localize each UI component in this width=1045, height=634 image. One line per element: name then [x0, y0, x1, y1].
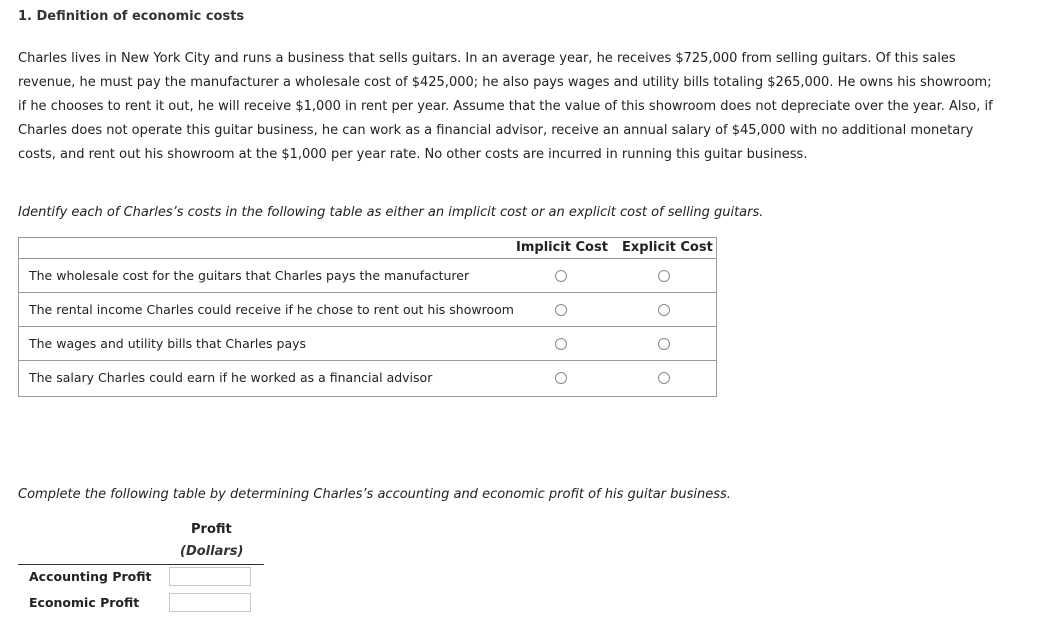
implicit-cost-header: Implicit Cost: [516, 240, 608, 255]
implicit-radio-wages-utilities[interactable]: [555, 338, 567, 350]
question-title: 1. Definition of economic costs: [18, 9, 245, 24]
cost-row-rental-income: [19, 293, 716, 327]
economic-profit-input[interactable]: [169, 593, 251, 612]
implicit-radio-wholesale[interactable]: [555, 270, 567, 282]
cost-row-advisor-salary: [19, 361, 716, 396]
economic-profit-label: Economic Profit: [29, 595, 140, 610]
cost-row-label: The wages and utility bills that Charles pays: [29, 336, 307, 351]
profit-header: Profit: [191, 522, 232, 537]
explicit-radio-rental-income[interactable]: [658, 304, 670, 316]
accounting-profit-input[interactable]: [169, 567, 251, 586]
explicit-cost-header: Explicit Cost: [622, 240, 713, 255]
paragraph-line: if he chooses to rent it out, he will receive $1,000 in rent per year. Assume that the value of this showroom does not depreciate over the year. Also, if: [18, 99, 993, 114]
cost-classification-table: [18, 237, 717, 397]
paragraph-line: Charles does not operate this guitar business, he can work as a financial advisor, receive an annual salary of $45,000 with no additional monetary: [18, 123, 974, 138]
problem-paragraph: [18, 47, 1028, 167]
cost-row-wholesale: [19, 259, 716, 293]
paragraph-line: revenue, he must pay the manufacturer a wholesale cost of $425,000; he also pays wages and utility bills totaling $265,000. He owns his showroom;: [18, 75, 992, 90]
cost-row-wages-utilities: [19, 327, 716, 361]
explicit-radio-advisor-salary[interactable]: [658, 372, 670, 384]
explicit-radio-wages-utilities[interactable]: [658, 338, 670, 350]
implicit-radio-advisor-salary[interactable]: [555, 372, 567, 384]
profit-header-rule: [18, 564, 264, 565]
cost-row-label: The rental income Charles could receive if he chose to rent out his showroom: [29, 302, 514, 317]
cost-table-header: [19, 238, 716, 259]
paragraph-line: costs, and rent out his showroom at the $1,000 per year rate. No other costs are incurred in running this guitar business.: [18, 147, 808, 162]
profit-header-units: (Dollars): [180, 544, 244, 559]
implicit-radio-rental-income[interactable]: [555, 304, 567, 316]
cost-row-label: The wholesale cost for the guitars that Charles pays the manufacturer: [29, 268, 470, 283]
accounting-profit-label: Accounting Profit: [29, 569, 152, 584]
profit-table-instruction: Complete the following table by determining Charles’s accounting and economic profit of his guitar business.: [18, 487, 731, 502]
cost-row-label: The salary Charles could earn if he worked as a financial advisor: [29, 370, 433, 385]
paragraph-line: Charles lives in New York City and runs a business that sells guitars. In an average year, he receives $725,000 from selling guitars. Of this sales: [18, 51, 956, 66]
cost-table-instruction: Identify each of Charles’s costs in the following table as either an implicit cost or an explicit cost of selling guitars.: [18, 205, 764, 220]
explicit-radio-wholesale[interactable]: [658, 270, 670, 282]
